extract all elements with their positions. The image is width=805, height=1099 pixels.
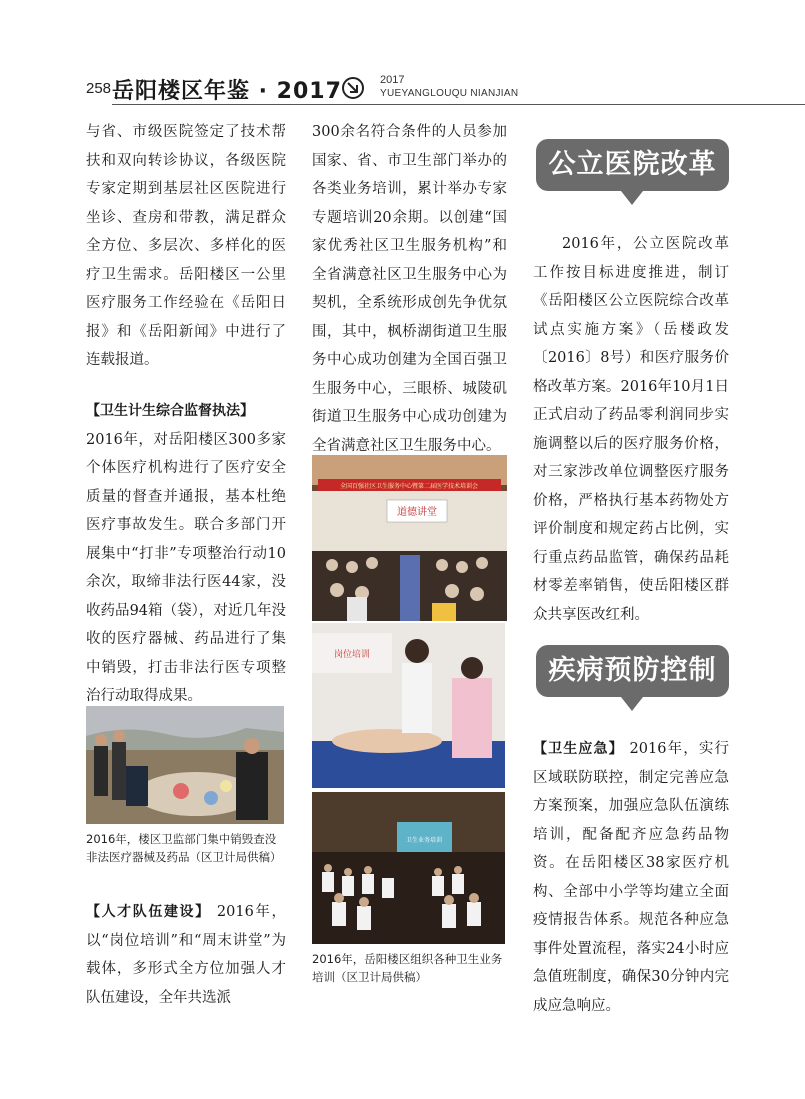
col3-lead-emergency: 【卫生应急】	[533, 741, 624, 757]
col3-paragraph-1: 2016年，公立医院改革工作按目标进度推进，制订《岳阳楼区公立医院综合改革试点实施方案》（岳楼政发〔2016〕8号）和医疗服务价格改革方案。2016年10月1日正式启动了药品零利润同步实施调整以后的医疗服务价格，对三家涉改单位调整医疗服务价格，严格执行基本药物处方评价制度和规定药占比例，实行重点药品监管，确保药品耗材零差率销售，使岳阳楼区群众共享医改红利。	[533, 236, 729, 623]
banner-pointer-hospital	[621, 191, 643, 205]
photo-destruction-image	[86, 706, 284, 824]
page-number: 258	[86, 80, 112, 97]
photo-cpr-training	[312, 623, 505, 788]
column-2-top	[312, 118, 507, 460]
column-1-bottom	[86, 898, 286, 1012]
col1-paragraph-1: 与省、市级医院签定了技术帮扶和双向转诊协议，各级医院专家定期到基层社区医院进行坐诊、查房和带教，满足群众全方位、多层次、多样化的医疗卫生需求。岳阳楼区一公里医疗服务工作经验在《岳阳日报》和《岳阳新闻》中进行了连载报道。	[86, 124, 286, 368]
section-banner-disease-control: 疾病预防控制	[536, 645, 729, 697]
header-rule	[112, 104, 805, 105]
photo-lecture-hall	[312, 455, 507, 621]
col1-lead-talent: 【人才队伍建设】	[86, 904, 211, 920]
book-title: 岳阳楼区年鉴 · 2017	[112, 79, 342, 104]
column-3-top	[533, 230, 729, 629]
page-header	[0, 70, 805, 114]
column-3-bottom	[533, 735, 729, 1020]
photo-destruction-caption: 2016年，楼区卫监部门集中销毁查没非法医疗器械及药品（区卫计局供稿）	[86, 832, 282, 864]
subtitle-pinyin: YUEYANGLOUQU NIANJIAN	[380, 88, 519, 99]
col3-paragraph-2: 2016年，实行区域联防联控，制定完善应急方案预案，加强应急队伍演练培训，配备配齐应急药品物资。在岳阳楼区38家医疗机构、全部中小学等均建立全面疫情报告体系。规范各种应急事件处置流程，落实24小时应急值班制度，确保30分钟内完成应急响应。	[533, 741, 729, 1014]
photo-lecture-banner: 全国百强社区卫生服务中心暨第二届医学技术培训会	[339, 483, 479, 490]
arrow-circle-icon	[342, 77, 364, 99]
banner-pointer-disease	[621, 697, 643, 711]
col1-paragraph-3: 2016年，以“岗位培训”和“周末讲堂”为载体，多形式全方位加强人才队伍建设，全年共选派	[86, 904, 286, 1006]
col1-heading-supervision: 【卫生计生综合监督执法】	[86, 403, 254, 419]
photo-cpr-banner: 岗位培训	[333, 650, 371, 660]
photo-training-screen: 卫生业务培训	[405, 837, 443, 844]
subtitle-year: 2017	[380, 74, 405, 86]
photo-training-caption: 2016年，岳阳楼区组织各种卫生业务培训（区卫计局供稿）	[312, 952, 503, 984]
col1-paragraph-2: 2016年，对岳阳楼区300多家个体医疗机构进行了医疗安全质量的督查并通报，基本杜绝医疗事故发生。联合多部门开展集中“打非”专项整治行动10余次，取缔非法行医44家，没收药品94箱（袋），对近几年没收的医疗器械、药品进行了集中销毁，打击非法行医专项整治行动取得成果。	[86, 431, 286, 704]
photo-training-hall	[312, 792, 505, 944]
column-1-top	[86, 118, 286, 375]
column-1-middle	[86, 397, 286, 711]
section-banner-hospital-reform: 公立医院改革	[536, 139, 729, 191]
photo-lecture-sign: 道德讲堂	[397, 507, 437, 518]
col2-paragraph-1: 300余名符合条件的人员参加国家、省、市卫生部门举办的各类业务培训，累计举办专家专题培训20余期。以创建“国家优秀社区卫生服务机构”和全省满意社区卫生服务中心为契机，全系统形成创先争优氛围，其中，枫桥湖街道卫生服务中心成功创建为全国百强卫生服务中心，三眼桥、城陵矶街道卫生服务中心成功创建为全省满意社区卫生服务中心。	[312, 124, 507, 454]
photo-destruction	[86, 706, 284, 824]
